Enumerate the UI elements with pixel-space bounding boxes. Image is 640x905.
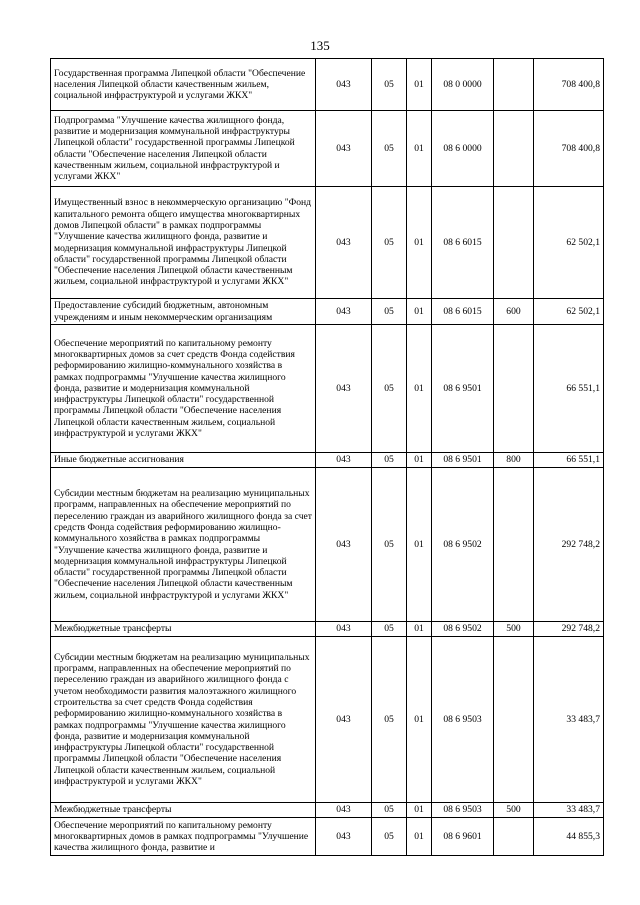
row-name: Субсидии местным бюджетам на реализацию муниципальных программ, направленных на обеспечение мероприятий по переселению граждан из аварийного жилищного фонда за счет средств Фонда содействия реформированию жилищно-коммунального хозяйства в рамках подпрограммы "Улучшение качества жилищного фонда, развитие и модернизация коммунальной инфраструктуры Липецкой области" государственной программы Липецкой области "Обеспечение населения Липецкой области качественным жильем, социальной инфраструктурой и услугами ЖКХ" bbox=[51, 468, 316, 622]
expense-type-code bbox=[494, 637, 534, 803]
expense-type-code bbox=[494, 818, 534, 856]
row-name: Межбюджетные трансферты bbox=[51, 622, 316, 637]
row-name: Межбюджетные трансферты bbox=[51, 803, 316, 818]
target-article-code: 08 0 0000 bbox=[432, 59, 494, 111]
subsection-code: 01 bbox=[407, 818, 432, 856]
expense-type-code: 800 bbox=[494, 453, 534, 468]
section-code: 05 bbox=[372, 325, 407, 453]
expense-type-code bbox=[494, 325, 534, 453]
section-code: 05 bbox=[372, 468, 407, 622]
expense-type-code bbox=[494, 59, 534, 111]
subsection-code: 01 bbox=[407, 803, 432, 818]
section-code: 05 bbox=[372, 59, 407, 111]
subsection-code: 01 bbox=[407, 111, 432, 187]
table-row bbox=[51, 59, 604, 111]
table-row bbox=[51, 453, 604, 468]
target-article-code: 08 6 6015 bbox=[432, 299, 494, 325]
budget-table bbox=[50, 58, 604, 856]
subsection-code: 01 bbox=[407, 453, 432, 468]
target-article-code: 08 6 9502 bbox=[432, 622, 494, 637]
row-name: Обеспечение мероприятий по капитальному ремонту многоквартирных домов за счет средств Фонда содействия реформированию жилищно-коммунального хозяйства в рамках подпрограммы "Улучшение качества жилищного фонда, развитие и модернизация коммунальной инфраструктуры Липецкой области" государственной программы Липецкой области "Обеспечение населения Липецкой области качественным жильем, социальной инфраструктурой и услугами ЖКХ" bbox=[51, 325, 316, 453]
amount: 33 483,7 bbox=[534, 803, 604, 818]
section-code: 05 bbox=[372, 453, 407, 468]
ministry-code: 043 bbox=[316, 59, 372, 111]
target-article-code: 08 6 9503 bbox=[432, 637, 494, 803]
ministry-code: 043 bbox=[316, 325, 372, 453]
table-row bbox=[51, 325, 604, 453]
target-article-code: 08 6 6015 bbox=[432, 187, 494, 299]
table-row bbox=[51, 637, 604, 803]
target-article-code: 08 6 9502 bbox=[432, 468, 494, 622]
subsection-code: 01 bbox=[407, 325, 432, 453]
row-name: Иные бюджетные ассигнования bbox=[51, 453, 316, 468]
expense-type-code: 600 bbox=[494, 299, 534, 325]
expense-type-code bbox=[494, 468, 534, 622]
expense-type-code: 500 bbox=[494, 803, 534, 818]
section-code: 05 bbox=[372, 187, 407, 299]
row-name: Государственная программа Липецкой области "Обеспечение населения Липецкой области качественным жильем, социальной инфраструктурой и услугами ЖКХ" bbox=[51, 59, 316, 111]
section-code: 05 bbox=[372, 111, 407, 187]
expense-type-code: 500 bbox=[494, 622, 534, 637]
amount: 33 483,7 bbox=[534, 637, 604, 803]
section-code: 05 bbox=[372, 299, 407, 325]
ministry-code: 043 bbox=[316, 818, 372, 856]
table-row bbox=[51, 299, 604, 325]
section-code: 05 bbox=[372, 622, 407, 637]
amount: 44 855,3 bbox=[534, 818, 604, 856]
page-number: 135 bbox=[310, 38, 330, 53]
subsection-code: 01 bbox=[407, 299, 432, 325]
row-name: Предоставление субсидий бюджетным, автономным учреждениям и иным некоммерческим организациям bbox=[51, 299, 316, 325]
amount: 62 502,1 bbox=[534, 299, 604, 325]
section-code: 05 bbox=[372, 637, 407, 803]
ministry-code: 043 bbox=[316, 803, 372, 818]
table-row bbox=[51, 187, 604, 299]
ministry-code: 043 bbox=[316, 111, 372, 187]
subsection-code: 01 bbox=[407, 59, 432, 111]
table-row bbox=[51, 111, 604, 187]
target-article-code: 08 6 0000 bbox=[432, 111, 494, 187]
target-article-code: 08 6 9501 bbox=[432, 325, 494, 453]
budget-table-body bbox=[51, 59, 604, 856]
amount: 708 400,8 bbox=[534, 59, 604, 111]
ministry-code: 043 bbox=[316, 453, 372, 468]
subsection-code: 01 bbox=[407, 187, 432, 299]
amount: 292 748,2 bbox=[534, 468, 604, 622]
table-row bbox=[51, 622, 604, 637]
amount: 292 748,2 bbox=[534, 622, 604, 637]
row-name: Имущественный взнос в некоммерческую организацию "Фонд капитального ремонта общего имущества многоквартирных домов Липецкой области" в рамках подпрограммы "Улучшение качества жилищного фонда, развитие и модернизация коммунальной инфраструктуры Липецкой области" государственной программы Липецкой области "Обеспечение населения Липецкой области качественным жильем, социальной инфраструктурой и услугами ЖКХ" bbox=[51, 187, 316, 299]
target-article-code: 08 6 9601 bbox=[432, 818, 494, 856]
ministry-code: 043 bbox=[316, 299, 372, 325]
table-row bbox=[51, 818, 604, 856]
amount: 62 502,1 bbox=[534, 187, 604, 299]
subsection-code: 01 bbox=[407, 468, 432, 622]
table-row bbox=[51, 468, 604, 622]
ministry-code: 043 bbox=[316, 637, 372, 803]
ministry-code: 043 bbox=[316, 622, 372, 637]
row-name: Обеспечение мероприятий по капитальному ремонту многоквартирных домов в рамках подпрограммы "Улучшение качества жилищного фонда, развитие и bbox=[51, 818, 316, 856]
amount: 66 551,1 bbox=[534, 453, 604, 468]
subsection-code: 01 bbox=[407, 622, 432, 637]
row-name: Подпрограмма "Улучшение качества жилищного фонда, развитие и модернизация коммунальной инфраструктуры Липецкой области" государственной программы Липецкой области "Обеспечение населения Липецкой области качественным жильем, социальной инфраструктурой и услугами ЖКХ" bbox=[51, 111, 316, 187]
target-article-code: 08 6 9503 bbox=[432, 803, 494, 818]
section-code: 05 bbox=[372, 818, 407, 856]
expense-type-code bbox=[494, 187, 534, 299]
table-row bbox=[51, 803, 604, 818]
ministry-code: 043 bbox=[316, 468, 372, 622]
row-name: Субсидии местным бюджетам на реализацию муниципальных программ, направленных на обеспечение мероприятий по переселению граждан из аварийного жилищного фонда с учетом необходимости развития малоэтажного жилищного строительства за счет средств Фонда содействия реформированию жилищно-коммунального хозяйства в рамках подпрограммы "Улучшение качества жилищного фонда, развитие и модернизация коммунальной инфраструктуры Липецкой области" государственной программы Липецкой области "Обеспечение населения Липецкой области качественным жильем, социальной инфраструктурой и услугами ЖКХ" bbox=[51, 637, 316, 803]
subsection-code: 01 bbox=[407, 637, 432, 803]
target-article-code: 08 6 9501 bbox=[432, 453, 494, 468]
amount: 708 400,8 bbox=[534, 111, 604, 187]
section-code: 05 bbox=[372, 803, 407, 818]
ministry-code: 043 bbox=[316, 187, 372, 299]
amount: 66 551,1 bbox=[534, 325, 604, 453]
expense-type-code bbox=[494, 111, 534, 187]
